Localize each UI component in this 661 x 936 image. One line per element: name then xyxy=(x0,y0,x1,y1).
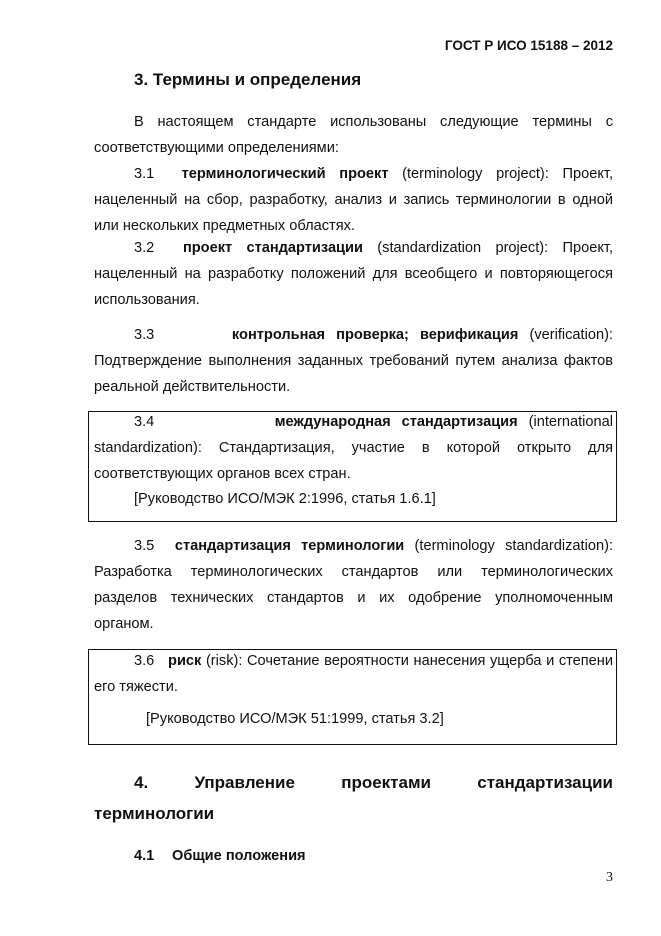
term-number: 3.2 xyxy=(134,240,155,256)
term-number: 3.1 xyxy=(134,166,155,182)
term-definition: (standardization project): Проект, нацеленный на разработку положений для всеобщего и повторяющегося использования. xyxy=(94,240,613,308)
term-3-6 xyxy=(94,648,613,700)
term-number: 3.6 xyxy=(134,653,155,669)
section-4-title-line-2: терминологии xyxy=(94,804,215,823)
term-number: 3.4 xyxy=(134,414,155,430)
term-name: терминологический проект xyxy=(181,166,389,182)
term-3-3 xyxy=(94,322,613,400)
term-3-4-reference: [Руководство ИСО/МЭК 2:1996, статья 1.6.1] xyxy=(134,491,436,507)
term-3-2 xyxy=(94,235,613,313)
term-3-1 xyxy=(94,161,613,239)
term-name: международная стандартизация xyxy=(274,414,518,430)
term-name: стандартизация терминологии xyxy=(174,538,405,554)
term-3-6-reference: [Руководство ИСО/МЭК 51:1999, статья 3.2] xyxy=(146,711,444,727)
section-3-intro: В настоящем стандарте использованы следующие термины с соответствующими определениями: xyxy=(94,114,613,156)
subsection-title: Общие положения xyxy=(172,848,306,864)
term-name: риск xyxy=(168,653,202,669)
section-4-title xyxy=(134,773,613,793)
term-definition: (risk): Сочетание вероятности нанесения ущерба и степени его тяжести. xyxy=(94,653,613,695)
subsection-4-1-title xyxy=(134,848,306,864)
section-3-title: 3. Термины и определения xyxy=(134,70,362,89)
term-definition: (verification): Подтверждение выполнения заданных требований путем анализа фактов реальной действительности. xyxy=(94,327,613,395)
subsection-number: 4.1 xyxy=(134,848,155,864)
document-code-header: ГОСТ Р ИСО 15188 – 2012 xyxy=(444,38,613,53)
section-4-number: 4. xyxy=(134,773,149,792)
term-definition: (international standardization): Стандартизация, участие в которой открыто для соответствующих органов всех стран. xyxy=(94,414,613,482)
term-definition: (terminology project): Проект, нацеленный на сбор, разработку, анализ и запись терминологии в одной или нескольких предметных областях. xyxy=(94,166,614,234)
term-name: проект стандартизации xyxy=(182,240,363,256)
term-definition: (terminology standardization): Разработка терминологических стандартов или терминологических разделов технических стандартов и их одобрение уполномоченным органом. xyxy=(94,538,613,632)
term-3-4 xyxy=(94,409,613,487)
page-number: 3 xyxy=(606,870,613,885)
term-number: 3.5 xyxy=(134,538,155,554)
section-4-title-word: проектами xyxy=(341,773,431,792)
term-name: контрольная проверка; верификация xyxy=(231,327,519,343)
term-3-5 xyxy=(94,533,613,637)
term-number: 3.3 xyxy=(134,327,155,343)
section-4-title-word: стандартизации xyxy=(477,773,613,792)
section-4-title-word: Управление xyxy=(194,773,295,792)
